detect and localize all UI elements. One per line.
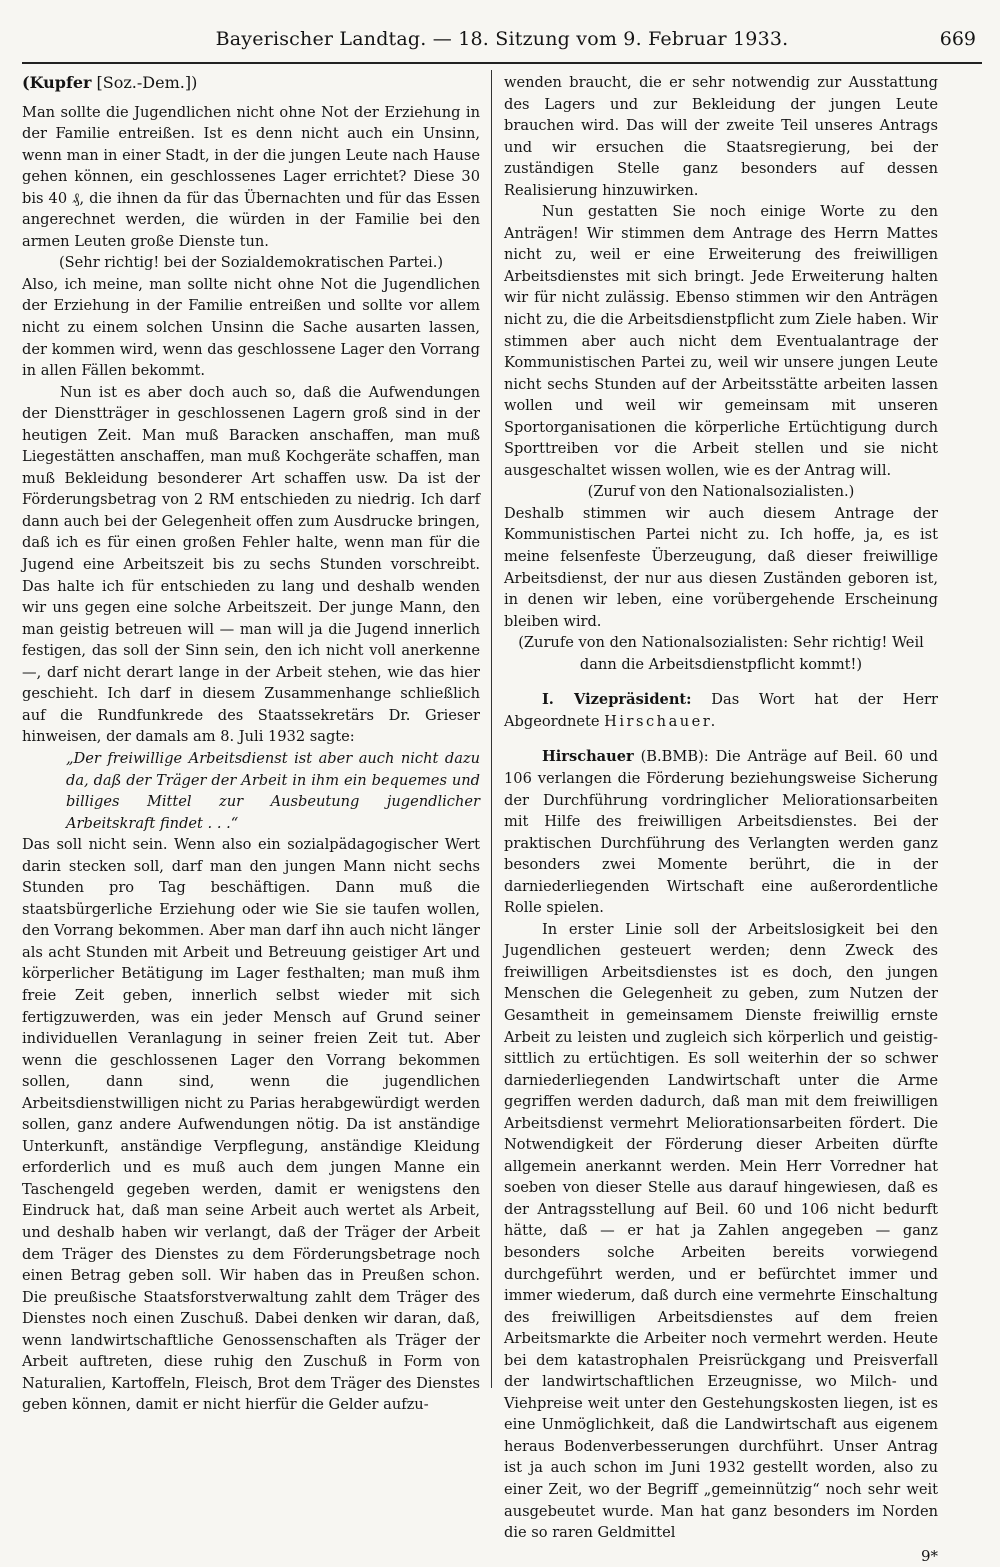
paragraph: Das soll nicht sein. Wenn also ein sozialpädagogischer Wert darin stecken soll, darf man den jungen Mann nicht sechs Stunden pro Tag beschäftigen. Dann muß die staatsbürgerliche Erziehung oder wie Sie sie taufen wollen, den Vorrang bekommen. Aber man darf ihn auch nicht länger als acht Stunden mit Arbeit und Betreuung geistiger Art und körperlicher Betätigung im Lager festhalten; man muß ihm freie Zeit geben, innerlich selbst wieder mit sich fertigzuwerden, was ein jeder Mensch auf Grund seiner individuellen Veranlagung in seiner freien Zeit tut. Aber wenn die geschlossenen Lager den Vorrang bekommen sollen, dann sind, wenn die jugendlichen Arbeitsdienstwilligen nicht zu Parias herabgewürdigt werden sollen, ganz andere Aufwendungen nötig. Da ist anständige Unterkunft, anständige Verpflegung, anständige Kleidung erforderlich und es muß auch dem jungen Manne ein Taschengeld gegeben werden, damit er wenigstens den Eindruck hat, daß man seine Arbeit auch wertet als Arbeit, und deshalb haben wir verlangt, daß der Träger der Arbeit dem Träger des Dienstes zu dem Förderungsbetrage noch einen Betrag geben soll. Wir haben das in Preußen schon. Die preußische Staatsforstverwaltung zahlt dem Träger des Dienstes noch einen Zuschuß. Dabei denken wir daran, daß, wenn landwirtschaftliche Genossenschaften als Träger der Arbeit auftreten, diese ruhig den Zuschuß in Form von Naturalien, Kartoffeln, Fleisch, Brot dem Träger des Dienstes geben können, damit er nicht hierfür die Gelder aufzu-	[22, 836, 480, 1414]
called-speaker-name: Hirschauer.	[604, 712, 718, 730]
interjection: (Sehr richtig! bei der Sozialdemokratischen Partei.)	[58, 254, 444, 272]
paragraph: In erster Linie soll der Arbeitslosigkeit bei den Jugendlichen gesteuert werden; denn Zweck des freiwilligen Arbeitsdienstes ist es doch, den jungen Menschen die Gelegenheit zu geben, zum Nutzen der Gesamtheit in gemeinsamem Dienste freiwillig ernste Arbeit zu leisten und zugleich sich körperlich und geistig-sittlich zu ertüchtigen. Es soll weiterhin der so schwer darniederliegenden Landwirtschaft unter die Arme gegriffen werden dadurch, daß man mit dem freiwilligen Arbeitsdienst vermehrt Meliorationsarbeiten fördert. Die Notwendigkeit der Förderung dieser Arbeiten dürfte allgemein anerkannt werden. Mein Herr Vorredner hat soeben von dieser Stelle aus darauf hingewiesen, daß es der Antragsstellung auf Beil. 60 und 106 nicht bedurft hätte, daß — er hat ja Zahlen angegeben — ganz besonders solche Arbeiten bereits vorwiegend durchgeführt werden, und er befürchtet immer und immer wiederum, daß durch eine vermehrte Einschaltung des freiwilligen Arbeitsdienstes auf dem freien Arbeitsmarkte die Arbeiter noch vermehrt werden. Heute bei dem katastrophalen Preisrückgang und Preisverfall der landwirtschaftlichen Erzeugnisse, wo Milch- und Viehpreise weit unter den Gestehungskosten liegen, ist es eine Unmöglichkeit, daß die Landwirtschaft aus eigenem heraus Bodenverbesserungen durchführt. Unser Antrag ist ja auch schon im Juni 1932 gestellt worden, also zu einer Zeit, wo der Begriff „gemeinnützig“ noch sehr weit ausgebeutet wurde. Man hat ganz besonders im Norden die so raren Geldmittel	[504, 920, 938, 1542]
page-header	[22, 28, 982, 64]
speaker-paragraph	[504, 746, 938, 918]
paragraph: Also, ich meine, man sollte nicht ohne Not die Jugendlichen der Erziehung in der Familie entreißen und sollte vor allem nicht zu einem solchen Unsinn die Sache ausarten lassen, der kommen wird, wenn das geschlossene Lager den Vorrang in allen Fällen bekommt.	[22, 275, 480, 380]
paragraph: Nun gestatten Sie noch einige Worte zu den Anträgen! Wir stimmen dem Antrage des Herrn Mattes nicht zu, weil er eine Erweiterung des freiwilligen Arbeitsdienstes mit sich bringt. Jede Erweiterung halten wir für nicht zulässig. Ebenso stimmen wir den Anträgen nicht zu, die die Arbeitsdienstpflicht zum Ziele haben. Wir stimmen aber auch nicht dem Eventualantrage der Kommunistischen Partei zu, weil wir unsere jungen Leute nicht sechs Stunden auf der Arbeitsstätte arbeiten lassen wollen und weil wir gemeinsam mit unseren Sportorganisationen die körperliche Ertüchtigung durch Sporttreiben vor die Arbeit stellen und sie nicht ausgeschaltet wissen wollen, wie es der Antrag will.	[504, 203, 938, 479]
column-divider	[491, 70, 492, 1388]
vice-president-label: I. Vizepräsident:	[541, 691, 692, 709]
vice-president-statement	[504, 689, 938, 732]
paragraph: Man sollte die Jugendlichen nicht ohne Not der Erziehung in der Familie entreißen. Ist es denn nicht auch ein Unsinn, wenn man in einer Stadt, in der die jungen Leute nach Hause gehen können, ein geschlossenes Lager errichtet? Diese 30 bis 40 ₰, die ihnen da für das Übernachten und für das Essen angerechnet werden, die würden in der Familie bei den armen Leuten große Dienste tun.	[22, 103, 480, 250]
left-column	[22, 72, 480, 1416]
speaker-name: (Kupfer	[22, 73, 92, 92]
interjection: (Zuruf von den Nationalsozialisten.)	[587, 483, 855, 501]
vice-president-text: Das Wort hat der Herr Abgeordnete	[504, 691, 938, 730]
speaker-heading	[22, 72, 480, 94]
right-column	[504, 72, 938, 1567]
paragraph-text: Die Anträge auf Beil. 60 und 106 verlangen die Förderung beziehungsweise Sicherung der Durchführung vordringlicher Meliorationsarbeiten mit Hilfe des freiwilligen Arbeitsdienstes. Bei der praktischen Durchführung des Verlangten werden ganz besonders zwei Momente berührt, die in der darniederliegenden Wirtschaft eine außerordentliche Rolle spielen.	[504, 748, 939, 917]
speaker-name: Hirschauer	[541, 748, 634, 766]
signature-mark: 9*	[920, 1546, 938, 1565]
interjection: (Zurufe von den Nationalsozialisten: Sehr richtig! Weil dann die Arbeitsdienstpflicht kommt!)	[518, 634, 924, 673]
speaker-affiliation: (B.BMB):	[633, 748, 709, 766]
paragraph: wenden braucht, die er sehr notwendig zur Ausstattung des Lagers und zur Bekleidung der jungen Leute brauchen wird. Das will der zweite Teil unseres Antrags und wir ersuchen die Staatsregierung, bei der zuständigen Stelle ganz besonders auf dessen Realisierung hinzuwirken.	[504, 74, 938, 199]
paragraph: Nun ist es aber doch auch so, daß die Aufwendungen der Dienstträger in geschlossenen Lagern groß sind in der heutigen Zeit. Man muß Baracken anschaffen, man muß Liegestätten anschaffen, man muß Kochgeräte schaffen, man muß Bekleidung besonderer Art schaffen usw. Da ist der Förderungsbetrag von 2 RM entschieden zu niedrig. Ich darf dann auch bei der Gelegenheit offen zum Ausdrucke bringen, daß ich es für einen großen Fehler halte, wenn man für die Jugend eine Arbeitszeit bis zu sechs Stunden vorschreibt. Das halte ich für entschieden zu lang und deshalb wenden wir uns gegen eine solche Arbeitszeit. Der junge Mann, den man geistig betreuen will — man will ja die Jugend innerlich festigen, das soll der Sinn sein, den ich nicht voll anerkenne —, darf nicht derart lange in der Arbeit stehen, wie das hier geschieht. Ich darf in diesem Zusammenhange schließlich auf die Rundfunkrede des Staatssekretärs Dr. Grieser hinweisen, der damals am 8. Juli 1932 sagte:	[22, 383, 480, 746]
quotation: „Der freiwillige Arbeitsdienst ist aber auch nicht dazu da, daß der Träger der Arbeit in ihm ein bequemes und billiges Mittel zur Ausbeutung jugendlicher Arbeitskraft findet . . .“	[66, 749, 480, 832]
speaker-affiliation: [Soz.-Dem.])	[91, 73, 198, 92]
paragraph: Deshalb stimmen wir auch diesem Antrage der Kommunistischen Partei nicht zu. Ich hoffe, ja, es ist meine felsenfeste Überzeugung, daß dieser freiwillige Arbeitsdienst, der nur aus diesen Zuständen geboren ist, in denen wir leben, eine vorübergehende Erscheinung bleiben wird.	[504, 504, 938, 630]
running-title: Bayerischer Landtag. — 18. Sitzung vom 9. Februar 1933.	[215, 28, 789, 50]
page-number: 669	[939, 28, 976, 50]
